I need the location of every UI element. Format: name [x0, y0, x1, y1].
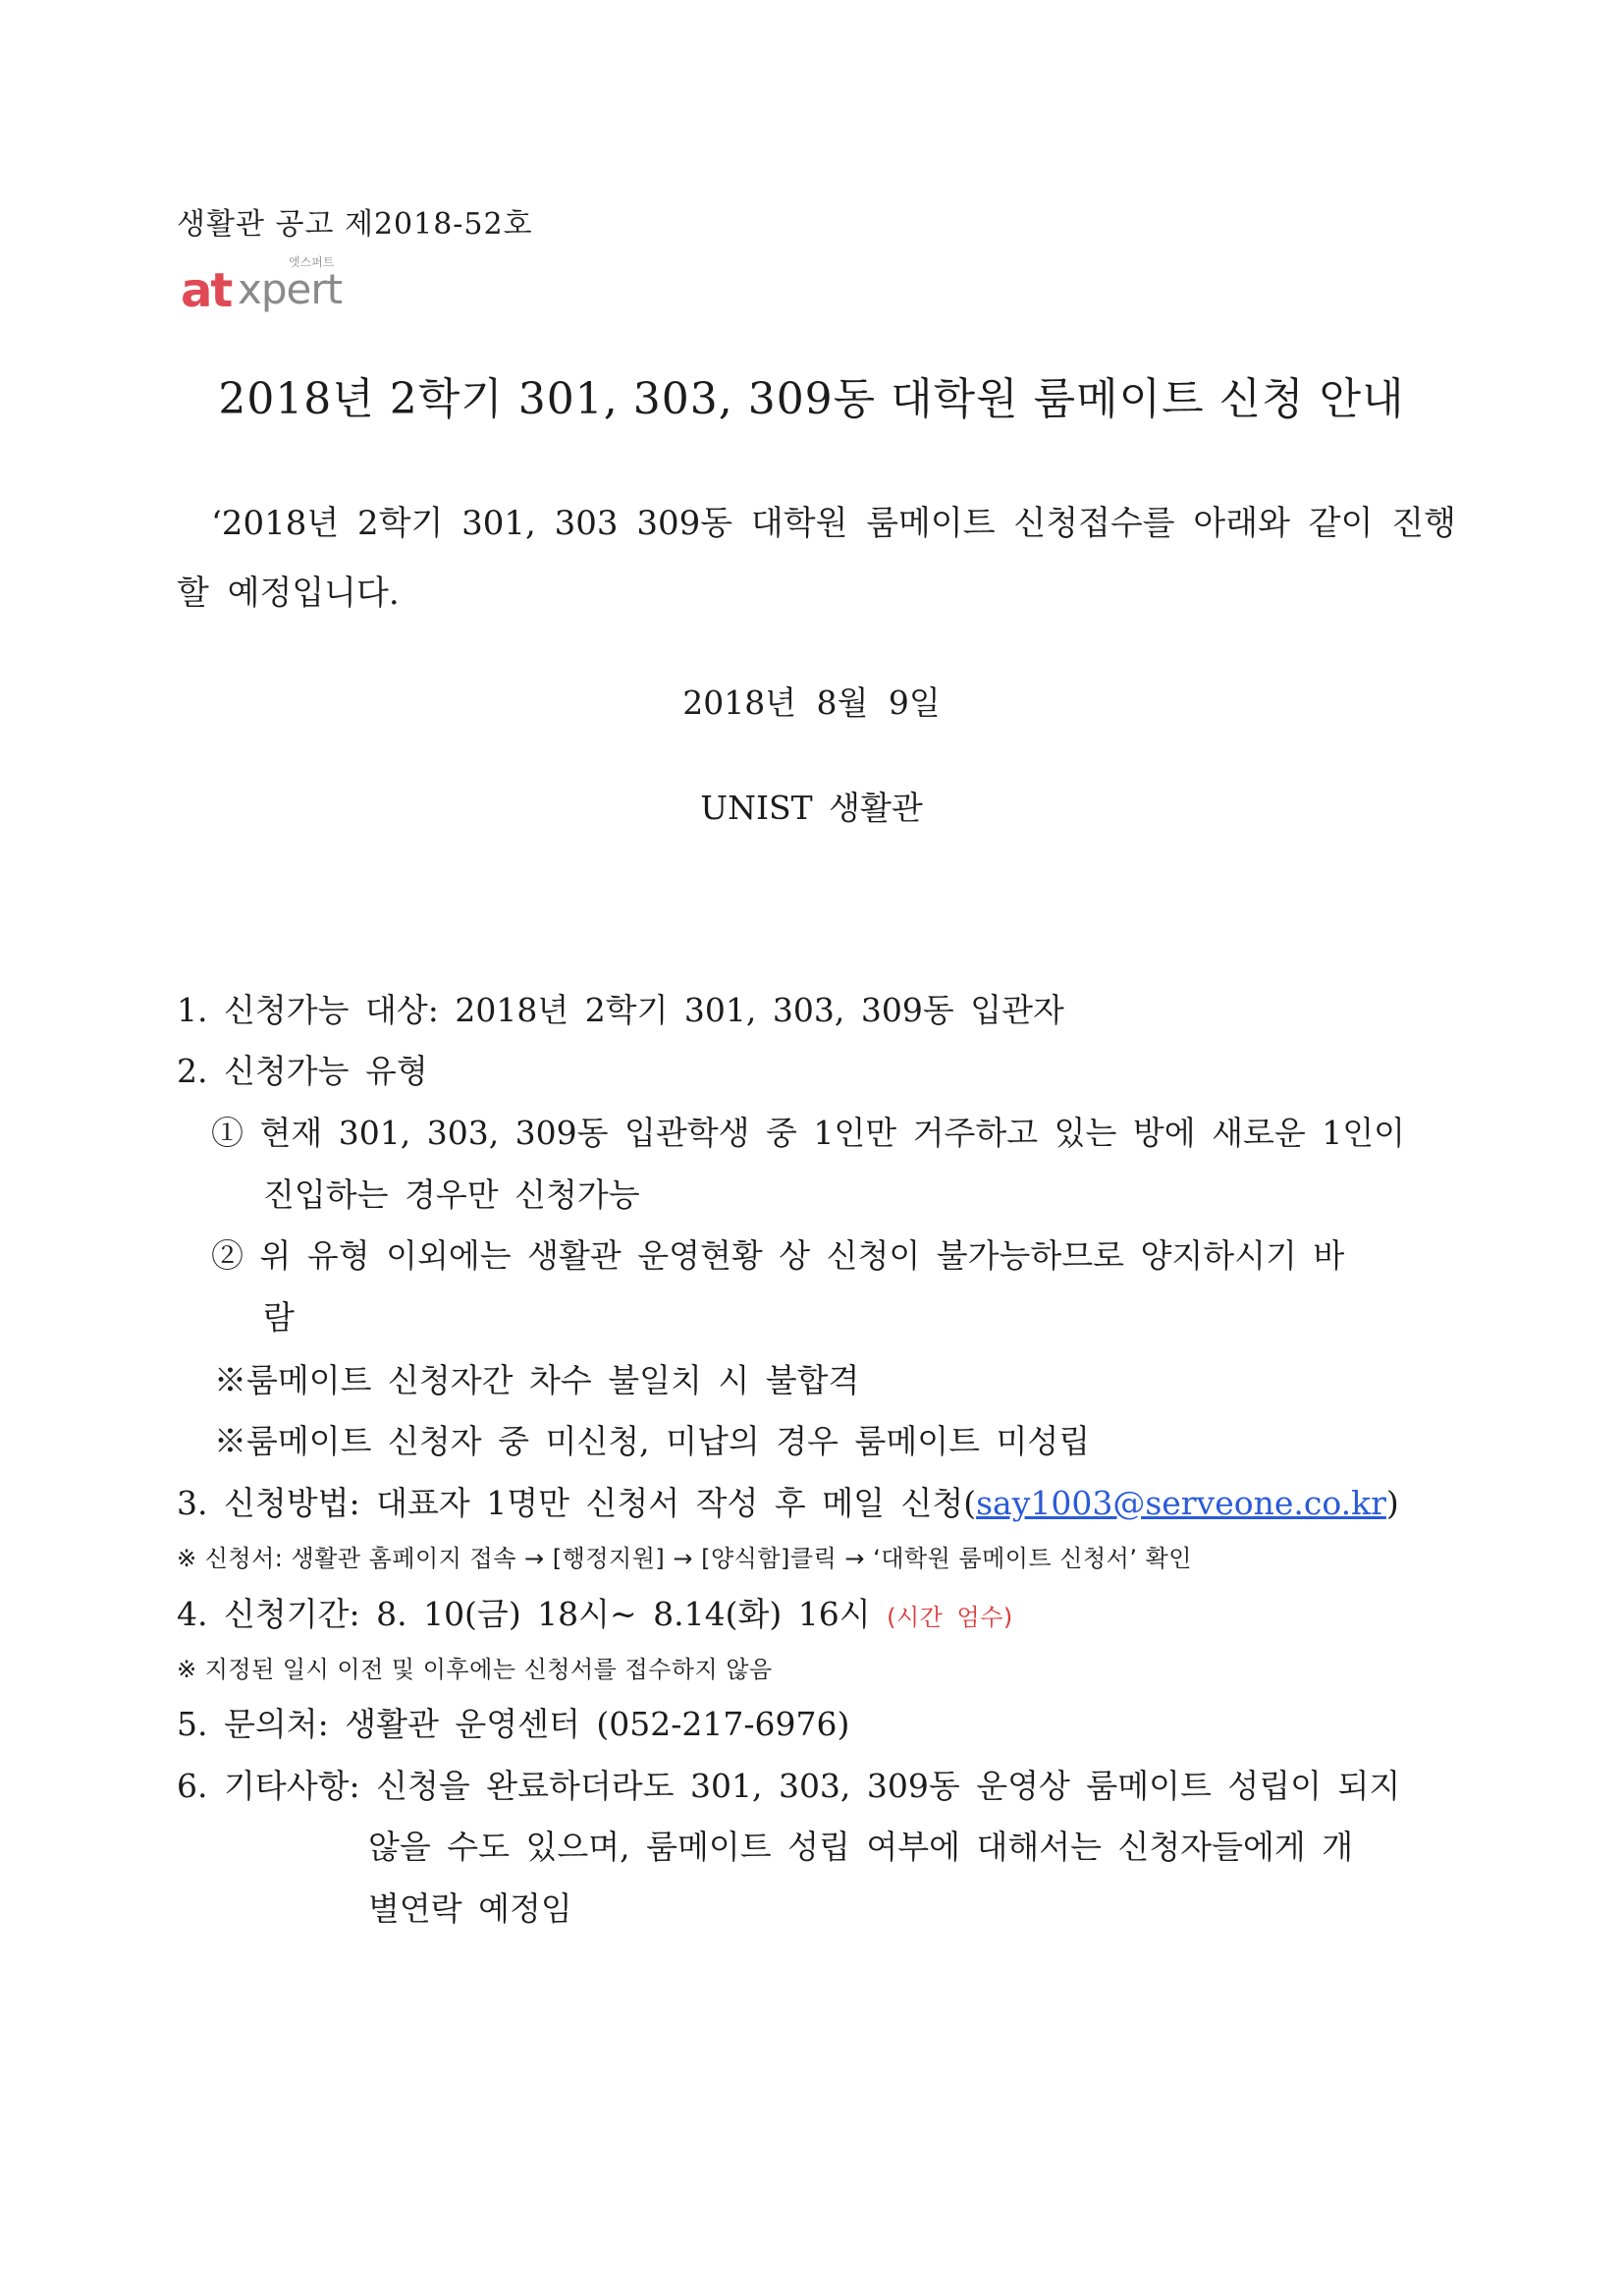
- intro-line-2: 할 예정입니다.: [177, 574, 400, 613]
- item-other-line-3: 별연락 예정임: [368, 1889, 572, 1928]
- item-other-line-1: 6. 기타사항: 신청을 완료하더라도 301, 303, 309동 운영상 룸메이트 성립이 되지: [177, 1767, 1401, 1805]
- application-period-text: 4. 신청기간: 8. 10(금) 18시~ 8.14(화) 16시: [177, 1595, 871, 1633]
- roommate-note-1: ※룸메이트 신청자간 차수 불일치 시 불합격: [214, 1361, 860, 1399]
- item-contact: 5. 문의처: 생활관 운영센터 (052-217-6976): [177, 1705, 850, 1743]
- application-method-text: 3. 신청방법: 대표자 1명만 신청서 작성 후 메일 신청(: [177, 1484, 977, 1522]
- atxpert-logo: [181, 253, 367, 322]
- contact-email-link[interactable]: say1003@serveone.co.kr: [976, 1484, 1386, 1522]
- item-eligible-types: 2. 신청가능 유형: [177, 1052, 428, 1090]
- item-eligible-target: 1. 신청가능 대상: 2018년 2학기 301, 303, 309동 입관자: [177, 991, 1064, 1029]
- document-title: 2018년 2학기 301, 303, 309동 대학원 룸메이트 신청 안내: [218, 374, 1405, 424]
- issuing-organization: UNIST 생활관: [700, 789, 923, 827]
- type-2-line-1: ② 위 유형 이외에는 생활관 운영현황 상 신청이 불가능하므로 양지하시기 바: [211, 1236, 1345, 1275]
- application-method-close: ): [1385, 1484, 1399, 1522]
- intro-line-1: ‘2018년 2학기 301, 303 309동 대학원 룸메이트 신청접수를 아래와 같이 진행: [211, 504, 1456, 543]
- item-other-line-2: 않을 수도 있으며, 룸메이트 성립 여부에 대해서는 신청자들에게 개: [368, 1828, 1354, 1866]
- type-2-line-2: 람: [263, 1298, 295, 1337]
- roommate-note-2: ※룸메이트 신청자 중 미신청, 미납의 경우 룸메이트 미성립: [214, 1422, 1091, 1460]
- notice-date: 2018년 8월 9일: [682, 683, 941, 722]
- item-application-method: [177, 1478, 1399, 1524]
- application-form-note: ※ 신청서: 생활관 홈페이지 접속 → [행정지원] → [양식함]클릭 → ‘대학원 룸메이트 신청서’ 확인: [177, 1545, 1192, 1572]
- period-note: ※ 지정된 일시 이전 및 이후에는 신청서를 접수하지 않음: [177, 1656, 773, 1683]
- time-strict-note: (시간 엄수): [887, 1604, 1013, 1631]
- logo-subtitle: 엣스퍼트: [289, 255, 335, 269]
- type-1-line-1: ① 현재 301, 303, 309동 입관학생 중 1인만 거주하고 있는 방에 새로운 1인이: [211, 1114, 1406, 1152]
- notice-number: 생활관 공고 제2018-52호: [177, 207, 533, 242]
- item-application-period: [177, 1589, 1013, 1635]
- logo-wordmark: xpert: [238, 265, 343, 313]
- logo-mark: at: [181, 263, 232, 318]
- type-1-line-2: 진입하는 경우만 신청가능: [263, 1175, 640, 1214]
